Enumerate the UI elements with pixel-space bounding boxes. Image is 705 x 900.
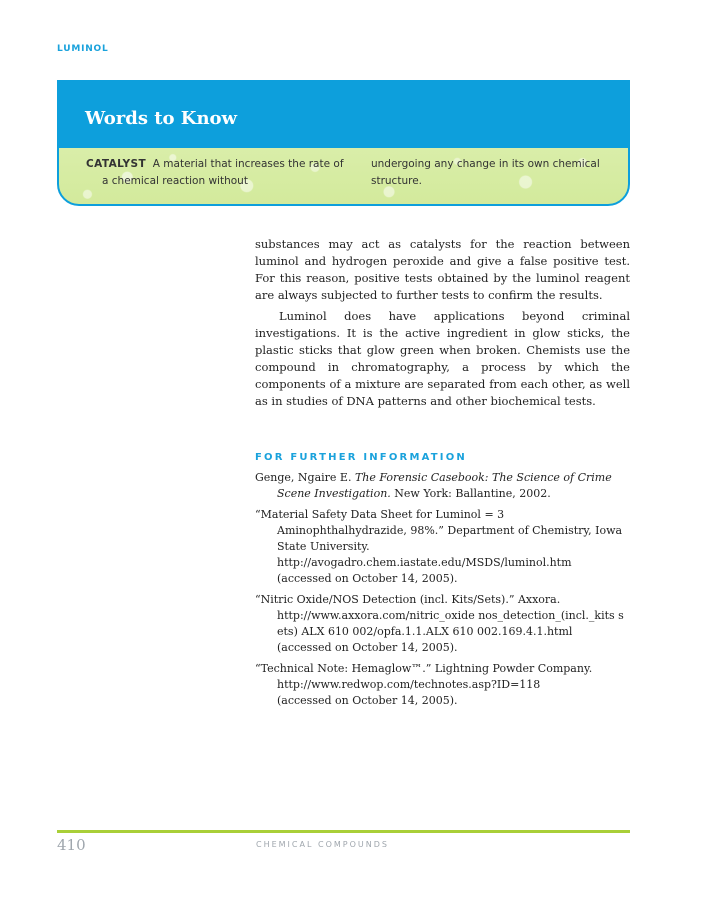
reference-source: Axxora. [517, 593, 561, 606]
reference-title: The Forensic Casebook: The Science of Crime Scene Investigation. [277, 471, 612, 500]
reference-source: Department of Chemistry, Iowa State University. [277, 524, 623, 553]
footer-book-title: CHEMICAL COMPOUNDS [256, 840, 389, 849]
reference-author: Genge, Ngaire E. [255, 471, 352, 484]
reference-item [255, 661, 630, 709]
reference-publisher: New York: Ballantine, 2002. [394, 487, 551, 500]
glossary-column-right [371, 156, 601, 190]
further-information-heading: FOR FURTHER INFORMATION [255, 452, 467, 463]
reference-item [255, 592, 630, 656]
body-text [255, 236, 630, 410]
body-paragraph: substances may act as catalysts for the reaction between luminol and hydrogen peroxide and give a false positive test. For this reason, positive tests obtained by the luminol reagent are always subjected to further tests to confirm the results. [255, 237, 630, 302]
glossary-column-left [86, 156, 352, 190]
reference-title: “Material Safety Data Sheet for Luminol = 3 Aminophthalhydrazide, 98%.” [255, 508, 505, 537]
running-head: LUMINOL [57, 44, 109, 54]
footer-rule [57, 830, 630, 833]
glossary-definition-part1: A material that increases the rate of a chemical reaction without [102, 158, 344, 187]
reference-accessed: (accessed on October 14, 2005). [277, 641, 458, 654]
reference-list [255, 470, 630, 714]
reference-item [255, 507, 630, 587]
body-paragraph: Luminol does have applications beyond criminal investigations. It is the active ingredient in glow sticks, the plastic sticks that glow green when broken. Chemists use the compound in chromatography, a process by which the components of a mixture are separated from each other, as well as in studies of DNA patterns and other biochemical tests. [255, 309, 630, 408]
reference-url[interactable]: http://www.redwop.com/technotes.asp?ID=118 [277, 678, 541, 691]
reference-item [255, 470, 630, 502]
reference-accessed: (accessed on October 14, 2005). [277, 694, 458, 707]
words-to-know-title: Words to Know [85, 108, 238, 129]
reference-accessed: (accessed on October 14, 2005). [277, 572, 458, 585]
words-to-know-header [59, 82, 628, 148]
reference-title: “Technical Note: Hemaglow™.” [255, 662, 432, 675]
page-number: 410 [57, 836, 86, 854]
words-to-know-box [57, 80, 630, 206]
glossary-definition-part2: undergoing any change in its own chemical structure. [371, 158, 600, 187]
reference-source: Lightning Powder Company. [434, 662, 593, 675]
reference-title: “Nitric Oxide/NOS Detection (incl. Kits/Sets).” [255, 593, 515, 606]
reference-url[interactable]: http://avogadro.chem.iastate.edu/MSDS/luminol.htm [277, 556, 572, 569]
reference-url[interactable]: http://www.axxora.com/nitric_oxide nos_detection_(incl._kits sets) ALX 610 002/opfa.1.1.ALX 610 002.169.4.1.html [277, 609, 624, 638]
glossary-term: CATALYST [86, 158, 147, 170]
